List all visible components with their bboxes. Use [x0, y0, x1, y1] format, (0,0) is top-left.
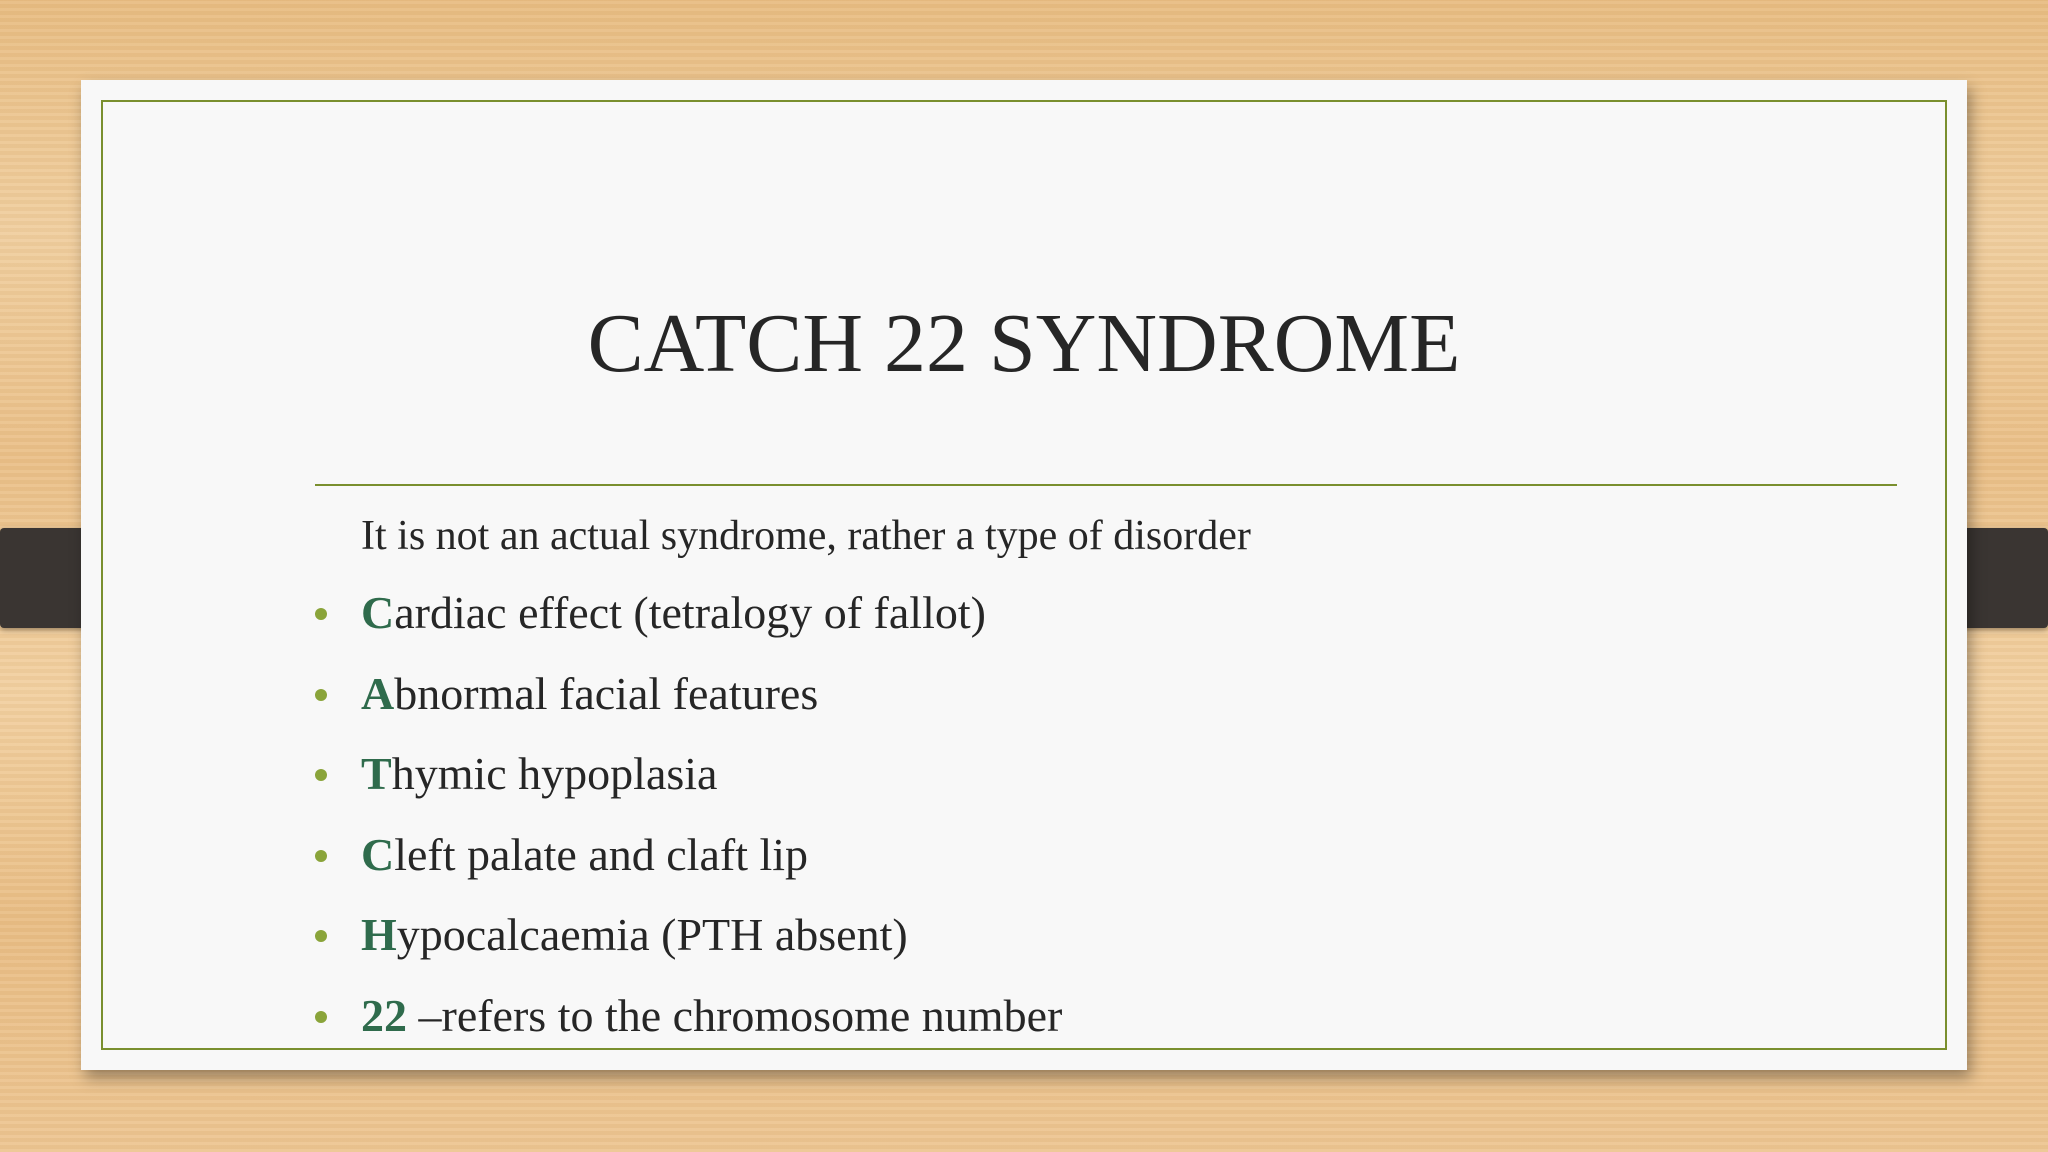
bullet-lead-letter: 22: [361, 989, 407, 1041]
bullet-item-cardiac: [315, 586, 1062, 667]
bullet-item-22: [315, 989, 1062, 1070]
bullet-text: [361, 828, 808, 881]
bullet-dot-icon: [315, 1011, 327, 1023]
bullet-rest: ardiac effect (tetralogy of fallot): [394, 587, 986, 638]
bullet-lead-letter: A: [361, 667, 395, 719]
slide: [81, 80, 1967, 1070]
bullet-dot-icon: [315, 769, 327, 781]
bullet-rest: –refers to the chromosome number: [407, 989, 1063, 1041]
bullet-dot-icon: [315, 608, 327, 620]
bullet-item-hypocalcaemia: [315, 908, 1062, 989]
bullet-lead-letter: T: [361, 748, 392, 799]
bullet-text: [361, 989, 1062, 1042]
title-divider: [315, 484, 1897, 486]
bullet-text: [361, 747, 717, 800]
slide-title: CATCH 22 SYNDROME: [587, 297, 1461, 390]
bullet-text: [361, 908, 908, 961]
bullet-list: [315, 586, 1062, 1069]
bullet-dot-icon: [315, 689, 327, 701]
bullet-text: [361, 586, 986, 639]
bullet-item-thymic: [315, 747, 1062, 828]
bullet-rest: ypocalcaemia (PTH absent): [396, 909, 908, 960]
bullet-text: [361, 667, 818, 720]
bullet-rest: bnormal facial features: [394, 667, 819, 719]
intro-text: It is not an actual syndrome, rather a type of disorder: [361, 513, 1251, 559]
bullet-lead-letter: C: [361, 828, 395, 880]
bullet-item-cleft: [315, 828, 1062, 909]
bullet-rest: left palate and claft lip: [394, 828, 809, 880]
bullet-item-abnormal: [315, 667, 1062, 748]
bullet-lead-letter: C: [361, 587, 395, 638]
bullet-rest: hymic hypoplasia: [391, 748, 718, 799]
bullet-lead-letter: H: [361, 909, 397, 960]
bullet-dot-icon: [315, 930, 327, 942]
bullet-dot-icon: [315, 850, 327, 862]
